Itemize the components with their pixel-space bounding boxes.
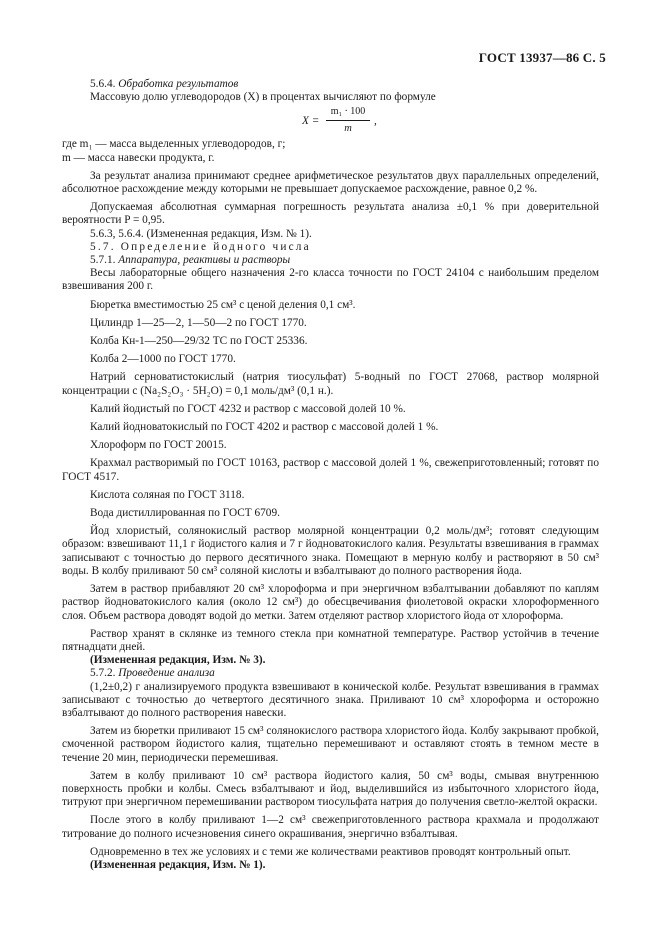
formula-fraction [326,105,370,134]
paragraph-storage: Раствор хранят в склянке из темного стекла при комнатной температуре. Раствор устойчив в течение пятнадцати дней. [62,627,599,653]
formula-denominator: m [344,122,352,134]
subsection-number: 5.7.2. [90,667,116,680]
subsection-number: 5.7.1. [90,254,116,267]
analysis-paragraph: Затем из бюретки приливают 15 см³ солянокислого раствора хлористого йода. Колбу закрывают пробкой, смоченной раствором йодистого калия, тщательно перемешивают и оставляют стоять в темном месте в течение 20 мин, периодически перемешивая. [62,725,599,764]
equipment-item: Колба Кн-1—250—29/32 ТС по ГОСТ 25336. [90,335,308,348]
subsection-title: Проведение анализа [118,667,215,680]
formula-intro: Массовую долю углеводородов (X) в процентах вычисляют по формуле [90,91,436,104]
formula-numerator: m₁ · 100 [326,105,370,120]
formula-comma: , [374,115,377,128]
formula-lhs: X = [302,115,320,128]
section-number: 5.6.4. [90,78,116,90]
equipment-item: Йод хлористый, солянокислый раствор молярной концентрации 0,2 моль/дм³; готовят следующим образом: взвешивают 11,1 г йодистого калия и 7 г йодноватокислого калия. Результаты взвешивания в граммах записывают с точностью до первого десятичного знака. Помещают в мерную колбу и растворяют в 50 см³ воды. В колбу приливают 50 см³ соляной кислоты и взбалтывают до полного растворения йода. [62,525,599,577]
equipment-item: Кислота соляная по ГОСТ 3118. [90,488,245,501]
equipment-item: Бюретка вместимостью 25 см³ с ценой деления 0,1 см³. [90,298,356,311]
revision-note-3: (Измененная редакция, Изм. № 3). [90,654,266,667]
section-title: Обработка результатов [118,78,239,90]
revision-note-1: (Измененная редакция, Изм. № 1). [90,858,266,871]
page-header: ГОСТ 13937—86 С. 5 [478,50,606,65]
formula-where-2: m — масса навески продукта, г. [62,151,215,164]
section-5-6-4-heading [62,78,599,91]
equipment-item: Калий йодноватокислый по ГОСТ 4202 и раствор с массовой долей 1 %. [90,421,439,434]
analysis-paragraph: (1,2±0,2) г анализируемого продукта взвешивают в конической колбе. Результат взвешивания в граммах записывают с точностью до четвертого десятичного знака. Приливают 10 см³ хлороформа и осторожно взбалтывают до полного растворения навески. [62,680,599,719]
equipment-item: Крахмал растворимый по ГОСТ 10163, раствор с массовой долей 1 %, свежеприготовленный; готовят по ГОСТ 4517. [62,457,599,483]
equipment-item: Цилиндр 1—25—2, 1—50—2 по ГОСТ 1770. [90,316,307,329]
formula [62,104,599,138]
analysis-paragraph: Одновременно в тех же условиях и с теми же количествами реактивов проводят контрольный опыт. [90,845,571,858]
analysis-paragraph: Затем в колбу приливают 10 см³ раствора йодистого калия, 50 см³ воды, смывая внутреннюю поверхность пробки и колбы. Смесь взбалтывают и йод, выделившийся из избыточного хлористого йода, титруют при энергичном перемешивании раствором тиосульфата натрия до получения светло-желтой окраски. [62,769,599,809]
equipment-item: Вода дистиллированная по ГОСТ 6709. [90,507,280,520]
paragraph-chloroform: Затем в раствор прибавляют 20 см³ хлороформа и при энергичном взбалтывании добавляют по каплям раствор йодноватокислого калия (около 12 см³) до обесцвечивания фиолетовой окраски хлороформенного слоя. Объем раствора доводят водой до метки. Затем отделяют раствор хлористого йода от хлороформа. [62,583,599,622]
section-5-7-heading: 5.7. Определение йодного числа [90,240,311,253]
formula-where-1: где m₁ — масса выделенных углеводородов, г; [62,138,286,151]
paragraph-error: Допускаемая абсолютная суммарная погрешность результата анализа ±0,1 % при доверительной вероятности P = 0,95. [62,201,599,227]
revision-note-5-6: 5.6.3, 5.6.4. (Измененная редакция, Изм. № 1). [90,227,312,240]
equipment-item: Натрий серноватистокислый (натрия тиосульфат) 5-водный по ГОСТ 27068, раствор молярной концентрации c (Na₂S₂O₃ · 5H₂O) = 0,1 моль/дм³ (0,1 н.). [62,371,599,397]
subsection-title: Аппаратура, реактивы и растворы [118,254,291,267]
equipment-item: Хлороформ по ГОСТ 20015. [90,439,227,452]
equipment-item: Калий йодистый по ГОСТ 4232 и раствор с массовой долей 10 %. [90,402,406,415]
section-5-7-2-heading [62,667,599,680]
section-5-7-1-heading [62,254,599,267]
paragraph-result: За результат анализа принимают среднее арифметическое результатов двух параллельных определений, абсолютное расхождение между которыми не превышает допускаемое расхождение, равное 0,2 %. [62,169,599,196]
equipment-item: Колба 2—1000 по ГОСТ 1770. [90,353,236,366]
document-body [62,78,599,872]
analysis-paragraph: После этого в колбу приливают 1—2 см³ свежеприготовленного раствора крахмала и продолжают титрование до полного исчезновения синего окрашивания, энергично взбалтывая. [62,814,599,840]
equipment-item: Весы лабораторные общего назначения 2-го класса точности по ГОСТ 24104 с наибольшим пределом взвешивания 200 г. [62,267,599,293]
